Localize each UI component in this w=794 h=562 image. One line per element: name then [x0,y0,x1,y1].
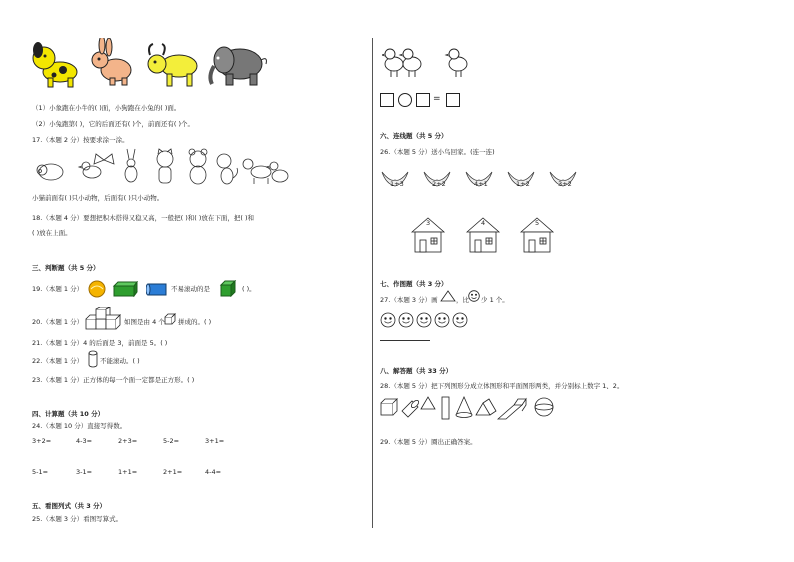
bull-picture [145,40,201,88]
house-label: 5 [535,219,540,227]
house-label: 3 [426,219,431,227]
q29-stem: 29.（本题 5 分）圈出正确答案。 [380,438,477,446]
bird-label: 1+2 [516,180,530,188]
q20-tail2: 拼成的。( ) [178,318,212,326]
q28-stem: 28.（本题 5 分）把下列图形分成立体图形和平面图形两类，并分别标上数字 1、2。 [380,382,624,390]
house-label: 4 [481,219,486,227]
section-7-title: 七、作图题（共 3 分） [380,280,448,288]
duck-icon [266,162,288,182]
answer-box[interactable] [416,93,430,107]
calc-item: 5-1= [32,468,49,476]
smiley-icon [453,313,467,327]
column-divider [372,38,373,528]
q18-line-b: ( )放在上面。 [32,229,72,237]
q20-tail: 如图是由 4 个 [124,318,165,326]
q28-shapes [380,393,560,423]
q19-blue-cylinder [146,283,168,296]
rabbit-icon [125,149,137,182]
triangle-icon [421,397,435,409]
chick-icon [382,49,403,77]
q26-stem: 26.（本题 5 分）送小鸟回家。(连一连) [380,148,495,156]
section-8-title: 八、解答题（共 33 分） [380,367,453,375]
q19-blank: ( )。 [242,285,256,293]
answer-line[interactable] [380,340,430,341]
calc-item: 3+2= [32,437,52,445]
triangular-prism-icon [476,399,496,415]
q25-stem: 25.（本题 3 分）看图写算式。 [32,515,123,523]
q21: 21.（本题 1 分）4 的后面是 3，前面是 5。( ) [32,339,168,347]
sphere-icon [535,398,553,416]
cat-icon [157,149,173,183]
q27-part-a: 27.（本题 3 分）画 [380,296,438,304]
dog-picture [30,40,82,88]
calc-item: 1+1= [118,468,138,476]
section-5-title: 五、看图列式（共 3 分） [32,502,107,510]
cone-icon [456,397,472,418]
answer-box[interactable] [380,93,394,107]
butterfly-icon [94,154,114,164]
smiley-icon [381,313,395,327]
answer-box[interactable] [446,93,460,107]
q22-cylinder-icon [88,350,98,368]
q18-line-a: 18.（本题 4 分）要想把积木搭得又稳又高，一般把( )和( )放在下面，把( )和 [32,214,255,222]
q27-part-b: ，比 [456,296,469,304]
calc-item: 5-2= [163,437,180,445]
chick-icon [400,49,421,77]
calc-item: 2+3= [118,437,138,445]
q16-line-1: （1）小象跑在小牛的( )面，小狗跑在小兔的( )面。 [32,104,181,112]
bird-icon [79,162,101,178]
q27-part-c: 少 1 个。 [481,296,509,304]
animal-line-drawings [34,148,289,186]
calc-item: 3+1= [205,437,225,445]
pig-icon [37,164,63,180]
dog-icon [243,159,271,184]
monkey-icon [217,154,238,184]
bear-icon [189,149,207,184]
operator-circle[interactable] [398,93,412,107]
q20-cube-stack [84,307,122,331]
section-6-title: 六、连线题（共 5 分） [380,132,448,140]
cuboid-icon [498,399,526,419]
bird-label: 4+1 [474,180,488,188]
q17-line: 小猫前面有( )只小动物，后面有( )只小动物。 [32,194,164,202]
q19-green-cube [219,280,237,297]
q19-ball [88,280,106,298]
smiley-icon [399,313,413,327]
calc-item: 4-3= [76,437,93,445]
bird-label: 1+3 [390,180,404,188]
cylinder-icon [402,399,420,417]
smiley-row [380,312,468,328]
q24-stem: 24.（本题 10 分）直接写得数。 [32,422,127,430]
q17-stem: 17.（本题 2 分）按要求涂一涂。 [32,136,129,144]
q22-tail: 不能滚动。( ) [100,357,140,365]
cube-icon [381,399,397,415]
calc-item: 4-4= [205,468,222,476]
q22-stem: 22.（本题 1 分） [32,357,84,365]
equals-sign: = [433,94,441,104]
smiley-icon [468,290,480,302]
q19-green-block [112,281,138,297]
section-4-title: 四、计算题（共 10 分） [32,410,105,418]
section-3-title: 三、判断题（共 5 分） [32,264,100,272]
q20-small-cube [164,313,176,325]
calc-item: 2+1= [163,468,183,476]
elephant-picture [204,40,270,88]
calc-item: 3-1= [76,468,93,476]
chick-icon [446,49,467,77]
rectangle-icon [442,397,449,419]
q19-tail: 不易滚动的是 [171,285,210,293]
q25-birds-picture [382,44,474,80]
bird-label: 3+2 [558,180,572,188]
smiley-icon [435,313,449,327]
triangle-icon [440,290,456,302]
q19-stem: 19.（本题 1 分） [32,285,84,293]
rabbit-picture [88,38,138,86]
q20-stem: 20.（本题 1 分） [32,318,84,326]
bird-label: 2+2 [432,180,446,188]
q23: 23.（本题 1 分）正方体的每一个面一定都是正方形。( ) [32,376,195,384]
smiley-icon [417,313,431,327]
q16-line-2: （2）小兔跑第( )，它的后面还有( )个，前面还有( )个。 [32,120,195,128]
